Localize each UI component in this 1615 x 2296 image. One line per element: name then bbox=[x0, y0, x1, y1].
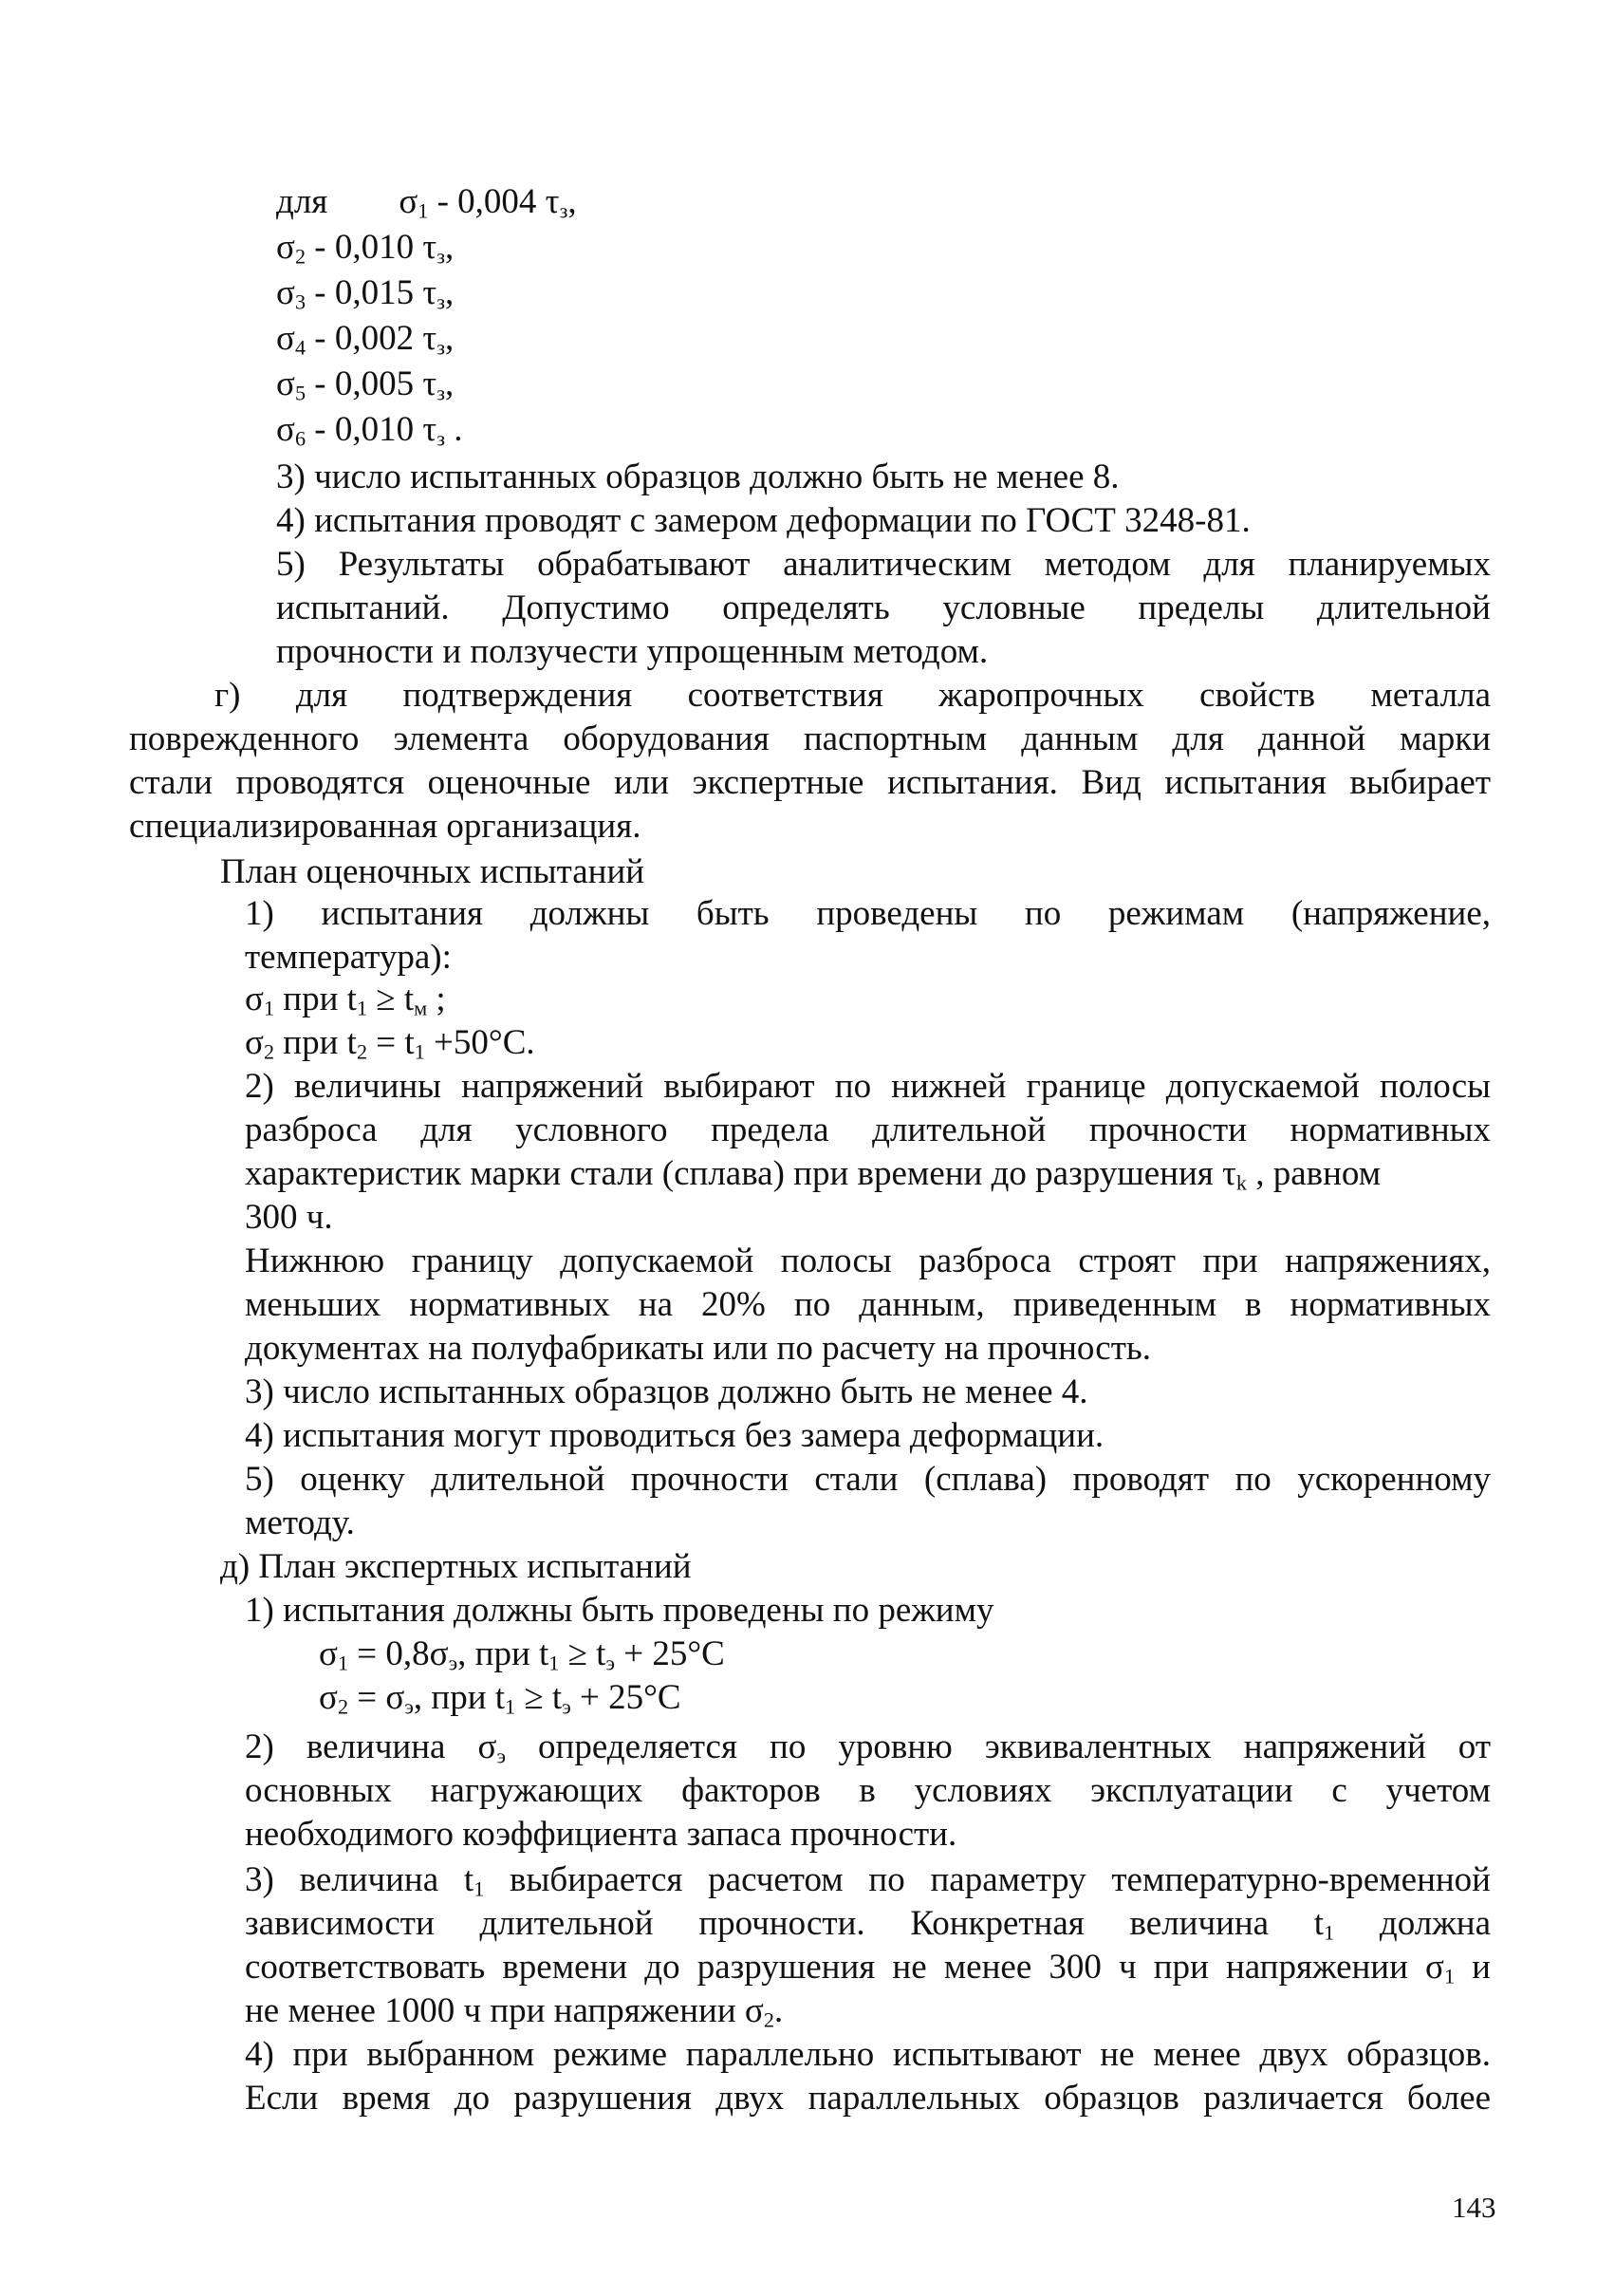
formula-line-6: $\sigma_6 - 0,010$ $\tau_з$ . bbox=[276, 410, 463, 451]
plan-expert-formula-2: $\sigma_2 = \sigma_э$, при $t_1 \ge t_э + 25^\circ С$ bbox=[319, 1678, 681, 1719]
list-item-3: 3) число испытанных образцов должно быть не менее 8. bbox=[276, 457, 1120, 496]
plan-eval-title: План оценочных испытаний bbox=[220, 852, 645, 891]
formula-line-4: $\sigma_4 - 0,002$ $\tau_з$, bbox=[276, 319, 455, 360]
plan-eval-item-3: 3) число испытанных образцов должно быть не менее 4. bbox=[245, 1372, 1088, 1411]
plan-eval-lower-bound: Нижнюю границу допускаемой полосы разброса строят при напряжениях, меньших нормативных на 20% по данным, приведенным в нормативных документах на полуфабрикаты или по расчету на прочность. bbox=[245, 1241, 1491, 1368]
plan-expert-formula-1: $\sigma_1 = 0,8\sigma_э$, при $t_1 \ge t_э + 25^\circ С$ bbox=[319, 1634, 725, 1675]
plan-expert-item-1: 1) испытания должны быть проведены по режиму bbox=[245, 1591, 994, 1630]
plan-expert-title: д) План экспертных испытаний bbox=[220, 1547, 692, 1586]
formula-line-2: $\sigma_2 - 0,010$ $\tau_з$, bbox=[276, 228, 455, 269]
plan-expert-item-3: 3) величина $t_1$ выбирается расчетом по параметру температурно-временной зависимости длительной прочности. Конкретная величина $t_1$ должна соответствовать времени до разрушения не менее 300 ч при напряжении $\sigma_1$ и не менее 1000 ч при напряжении $\sigma_2$. bbox=[245, 1860, 1491, 2032]
plan-eval-formula-2: $\sigma_2$ при $t_2 = t_1 +50^\circ С$. bbox=[245, 1023, 535, 1064]
plan-expert-item-2: 2) величина $\sigma_э$ определяется по уровню эквивалентных напряжений от основных нагружающих факторов в условиях эксплуатации с учетом необходимого коэффициента запаса прочности. bbox=[245, 1727, 1491, 1854]
page-number: 143 bbox=[1452, 2191, 1496, 2224]
list-item-5: 5) Результаты обрабатывают аналитическим методом для планируемых испытаний. Допустимо определять условные пределы длительной прочности и ползучести упрощенным методом. bbox=[276, 545, 1491, 671]
paragraph-g: г) для подтверждения соответствия жаропрочных свойств металла поврежденного элемента оборудования паспортным данным для данной марки стали проводятся оценочные или экспертные испытания. Вид испытания выбирает специализированная организация. bbox=[129, 676, 1491, 846]
formula-line-1: для $\sigma_1 - 0,004$ $\tau_з$, bbox=[276, 182, 577, 223]
plan-expert-item-4: 4) при выбранном режиме параллельно испытывают не менее двух образцов. Если время до разрушения двух параллельных образцов различается более bbox=[245, 2035, 1491, 2118]
list-item-4: 4) испытания проводят с замером деформации по ГОСТ 3248-81. bbox=[276, 501, 1251, 540]
formula-line-5: $\sigma_5 - 0,005$ $\tau_з$, bbox=[276, 364, 455, 405]
plan-eval-item-1: 1) испытания должны быть проведены по режимам (напряжение, температура): bbox=[245, 894, 1491, 977]
plan-eval-item-5: 5) оценку длительной прочности стали (сплава) проводят по ускоренному методу. bbox=[245, 1460, 1491, 1542]
formula-line-3: $\sigma_3 - 0,015$ $\tau_з$, bbox=[276, 273, 455, 314]
plan-eval-item-2: 2) величины напряжений выбирают по нижней границе допускаемой полосы разброса для условного предела длительной прочности нормативных характеристик марки стали (сплава) при времени до разрушения $\tau_k$ , равном 300 ч. bbox=[245, 1067, 1491, 1237]
plan-eval-item-4: 4) испытания могут проводиться без замера деформации. bbox=[245, 1416, 1105, 1455]
plan-eval-formula-1: $\sigma_1$ при $t_1 \ge t_м$ ; bbox=[245, 980, 446, 1020]
